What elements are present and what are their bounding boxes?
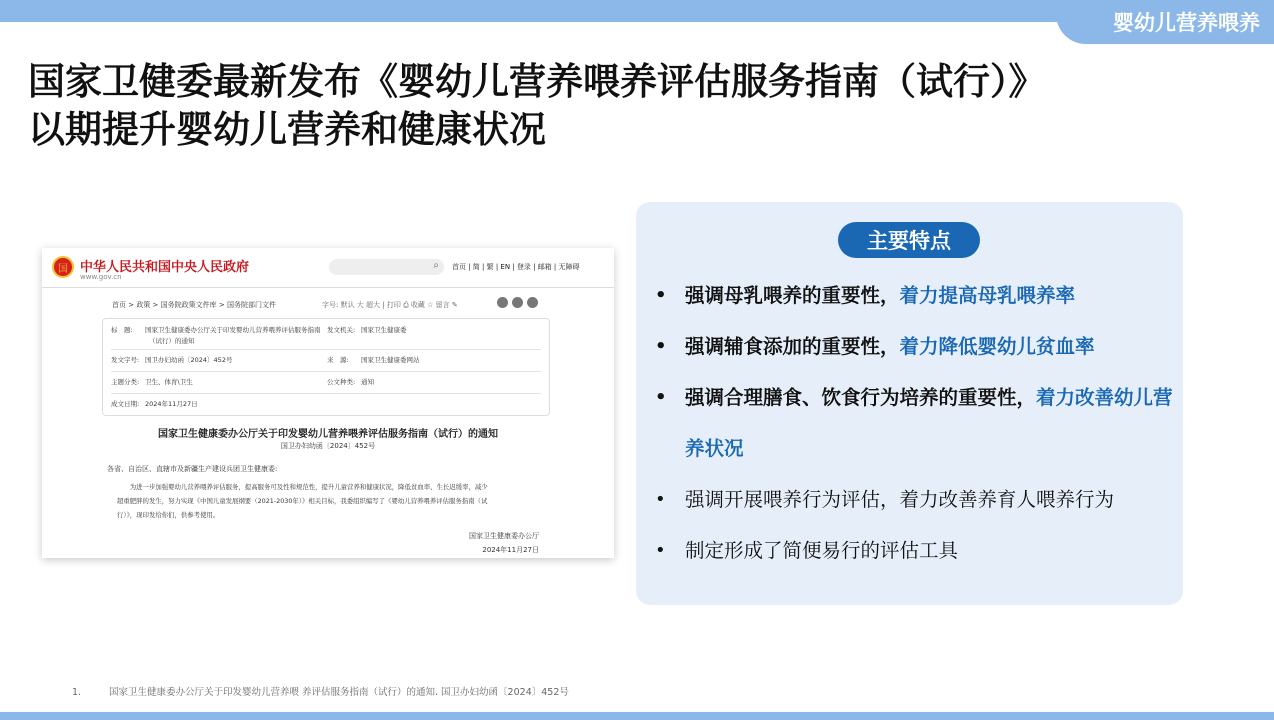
page-tools: 字号: 默认 大 超大 | 打印 ⎙ 收藏 ☆ 留言 ✎ — [322, 301, 458, 309]
meta-title-value-1: 国家卫生健康委办公厅关于印发婴幼儿营养喂养评估服务指南 — [145, 326, 321, 334]
meta-divider — [111, 349, 541, 350]
meta-source-label: 来 源: — [327, 356, 349, 364]
bullet-icon: • — [655, 489, 666, 510]
section-tag — [1056, 0, 1274, 44]
footnote-number: 1. — [72, 687, 82, 698]
doc-sign-date: 2024年11月27日 — [482, 546, 539, 554]
list-item: • 制定形成了简便易行的评估工具 — [655, 525, 1175, 576]
meta-divider — [111, 371, 541, 372]
doc-body-line: 超重肥胖的发生，努力实现《中国儿童发展纲要（2021-2030年）》相关目标，我委组织编写了《婴幼儿营养喂养评估服务指南（试 — [117, 497, 488, 505]
gov-site-header — [42, 248, 614, 288]
list-item: • 强调辅食添加的重要性，着力降低婴幼儿贫血率 — [655, 321, 1175, 372]
doc-body-line: 为进一步加强婴幼儿营养喂养评估服务，提高服务可及性和规范性，提升儿童营养和健康状况，降低贫血率、生长迟缓率，减少 — [117, 483, 488, 491]
meta-type-value: 通知 — [361, 378, 374, 386]
share-wechat-icon — [497, 297, 508, 308]
site-search-box — [329, 259, 444, 275]
breadcrumb: 首页 > 政策 > 国务院政策文件库 > 国务院部门文件 — [112, 301, 276, 309]
meta-date-label: 成文日期: — [111, 400, 140, 408]
features-list — [655, 270, 1175, 576]
page-title — [28, 58, 1248, 154]
section-tag-text: 婴幼儿营养喂养 — [1113, 11, 1260, 35]
list-item: • 强调合理膳食、饮食行为培养的重要性，着力改善幼儿营养状况 — [655, 372, 1175, 474]
gov-notice-screenshot — [42, 248, 614, 558]
doc-salutation: 各省、自治区、直辖市及新疆生产建设兵团卫生健康委: — [107, 465, 278, 473]
bullet-icon: • — [655, 336, 667, 357]
bullet-icon: • — [655, 540, 666, 561]
meta-docno-value: 国卫办妇幼函〔2024〕452号 — [145, 356, 233, 364]
meta-category-value: 卫生、体育\卫生 — [145, 378, 193, 386]
list-item: • 强调开展喂养行为评估，着力改善养育人喂养行为 — [655, 474, 1175, 525]
meta-title-label: 标 题: — [111, 326, 133, 334]
site-nav: 首页 | 简 | 繁 | EN | 登录 | 邮箱 | 无障碍 — [452, 263, 580, 271]
features-heading: 主要特点 — [838, 222, 980, 258]
meta-type-label: 公文种类: — [327, 378, 356, 386]
doc-body-line: 行）》，现印发给你们，供参考使用。 — [117, 511, 220, 519]
share-weibo-icon — [512, 297, 523, 308]
meta-issuer-value: 国家卫生健康委 — [361, 326, 407, 334]
site-name: 中华人民共和国中央人民政府 — [80, 260, 250, 275]
doc-number: 国卫办妇幼函〔2024〕452号 — [280, 442, 376, 450]
meta-issuer-label: 发文机关: — [327, 326, 356, 334]
site-url: www.gov.cn — [80, 273, 122, 281]
bullet-icon: • — [655, 387, 667, 408]
meta-category-label: 主题分类: — [111, 378, 140, 386]
footnote-text: 国家卫生健康委办公厅关于印发婴幼儿营养喂 养评估服务指南（试行）的通知. 国卫办妇幼函〔2024〕452号 — [109, 687, 569, 698]
national-emblem-icon: 国 — [52, 256, 74, 278]
meta-title-value-2: （试行）的通知 — [149, 337, 195, 345]
meta-source-value: 国家卫生健康委网站 — [361, 356, 420, 364]
doc-body — [107, 462, 557, 522]
doc-sign-org: 国家卫生健康委办公厅 — [469, 532, 539, 540]
share-qzone-icon — [527, 297, 538, 308]
page-title-line-1: 国家卫健委最新发布《婴幼儿营养喂养评估服务指南（试行）》 — [28, 60, 1046, 103]
list-item: • 强调母乳喂养的重要性，着力提高母乳喂养率 — [655, 270, 1175, 321]
search-icon: ⌕ — [433, 260, 439, 271]
doc-title: 国家卫生健康委办公厅关于印发婴幼儿营养喂养评估服务指南（试行）的通知 — [158, 429, 498, 440]
bullet-icon: • — [655, 285, 667, 306]
meta-date-value: 2024年11月27日 — [145, 400, 198, 408]
bottom-decor-bar — [0, 712, 1274, 720]
page-title-line-2: 以期提升婴幼儿营养和健康状况 — [28, 108, 546, 151]
meta-docno-label: 发文字号: — [111, 356, 140, 364]
meta-divider — [111, 393, 541, 394]
footnote — [72, 684, 569, 698]
doc-meta-box — [102, 318, 550, 416]
doc-signature — [469, 529, 539, 557]
share-icons — [497, 297, 538, 308]
